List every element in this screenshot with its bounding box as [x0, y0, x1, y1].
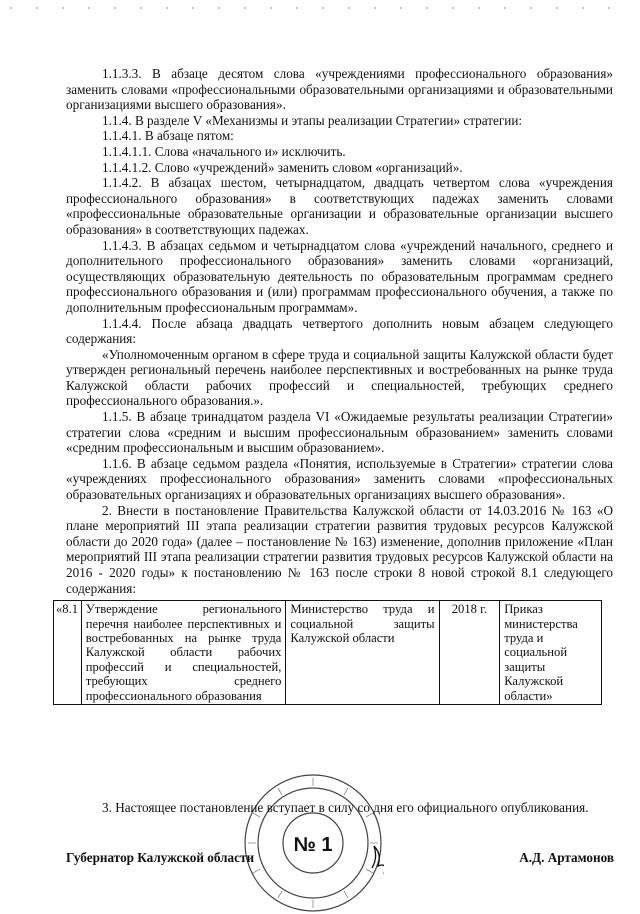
signatory-position: Губернатор Калужской области: [66, 850, 255, 865]
paragraph-1-1-4-3: 1.1.4.3. В абзацах седьмом и четырнадцатом слова «учреждений начального, среднего и дополнительного профессионального образования» заменить словами «организаций, осуществляющих образовательную деятельность по образовательным программам среднего профессионального образования и (или) программам профессионального обучения, а также по дополнительным профессиональным программам».: [66, 237, 613, 315]
seal-number: № 1: [293, 834, 333, 856]
paragraph-1-1-3-3: 1.1.3.3. В абзаце десятом слова «учреждениями профессионального образования» заменить словами «профессиональными образовательными организациями и образовательными организациями высшего образования».: [66, 66, 613, 113]
official-seal-icon: [242, 772, 384, 914]
table-cell-number: «8.1: [54, 601, 82, 705]
paragraph-1-1-4-4: 1.1.4.4. После абзаца двадцать четвертого дополнить новым абзацем следующего содержания:: [66, 315, 613, 347]
paragraph-quote: «Уполномоченным органом в сфере труда и социальной защиты Калужской области будет утвержден региональный перечень наиболее перспективных и востребованных на рынке труда Калужской области рабочих профессий и специальностей, требующих среднего профессионального образования.».: [66, 346, 613, 409]
table-row: [54, 601, 602, 705]
signatory-name: А.Д. Артамонов: [519, 850, 614, 865]
paragraph-1-1-6: 1.1.6. В абзаце седьмом раздела «Понятия, используемые в Стратегии» стратегии слова «учреждениях профессионального образования» заменить словами «профессиональных образовательных организациях и образовательных организациях высшего образования».: [66, 455, 613, 503]
paragraph-1-1-4-1-1: 1.1.4.1.1. Слова «начального и» исключить.: [102, 143, 346, 159]
paragraph-2: 2. Внести в постановление Правительства Калужской области от 14.03.2016 № 163 «О плане мероприятий III этапа реализации стратегии развития трудовых ресурсов Калужской области до 2020 года» (далее – постановление № 163) изменение, дополнив приложение «План мероприятий III этапа реализации стратегии развития трудовых ресурсов Калужской области на 2016 - 2020 годы» к постановлению № 163 после строки 8 новой строкой 8.1 следующего содержания:: [66, 502, 613, 596]
table-cell-executor: Министерство труда и социальной защиты Калужской области: [286, 601, 439, 705]
paragraph-1-1-4-1-2: 1.1.4.1.2. Слово «учреждений» заменить словом «организаций».: [102, 159, 463, 175]
paragraph-1-1-5: 1.1.5. В абзаце тринадцатом раздела VI «Ожидаемые результаты реализации Стратегии» стратегии слова «средним и высшим профессиональным образованием» заменить словами «средним профессиональным и высшим образованием».: [66, 409, 613, 456]
table-cell-measure: Утверждение регионального перечня наиболее перспективных и востребованных на рынке труда Калужской области рабочих профессий и специальностей, требующих среднего профессионального образования: [81, 601, 286, 705]
paragraph-1-1-4-2: 1.1.4.2. В абзацах шестом, четырнадцатом, двадцать четвертом слова «учреждения профессионального образования» в соответствующих падежах заменить словами «профессиональные образовательные организации и образовательные организации высшего образования» в соответствующих падежах.: [66, 175, 613, 237]
table-cell-term: 2018 г.: [439, 601, 500, 705]
paragraph-1-1-4: 1.1.4. В разделе V «Механизмы и этапы реализации Стратегии» стратегии:: [102, 112, 523, 128]
paragraph-3: 3. Настоящее постановление вступает в силу со дня его официального опубликования.: [102, 800, 589, 815]
plan-table: [53, 600, 602, 705]
top-dotted-line: [0, 3, 640, 13]
document-body: [56, 66, 613, 705]
table-cell-result: Приказ министерства труда и социальной защиты Калужской области»: [500, 601, 602, 705]
paragraph-1-1-4-1: 1.1.4.1. В абзаце пятом:: [102, 128, 234, 144]
